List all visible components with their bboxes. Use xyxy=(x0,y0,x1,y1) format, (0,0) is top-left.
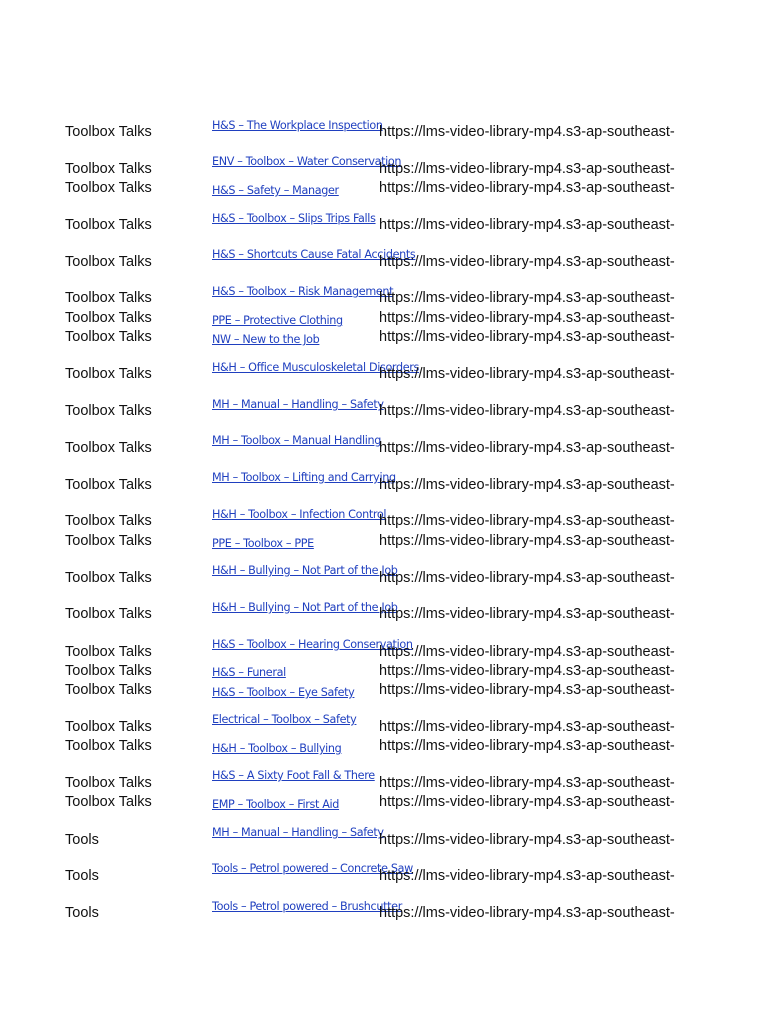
category-cell: Toolbox Talks xyxy=(65,440,152,456)
video-url-cell: https://lms-video-library-mp4.s3-ap-southeast- xyxy=(379,794,675,810)
category-cell: Toolbox Talks xyxy=(65,217,152,233)
video-url-cell: https://lms-video-library-mp4.s3-ap-southeast- xyxy=(379,905,675,921)
category-cell: Toolbox Talks xyxy=(65,161,152,177)
category-cell: Toolbox Talks xyxy=(65,644,152,660)
video-title-link[interactable]: H&S – Toolbox – Hearing Conservation xyxy=(212,638,413,651)
video-url-cell: https://lms-video-library-mp4.s3-ap-southeast- xyxy=(379,366,675,382)
video-title-link[interactable]: EMP – Toolbox – First Aid xyxy=(212,798,340,811)
video-url-cell: https://lms-video-library-mp4.s3-ap-southeast- xyxy=(379,738,675,754)
video-title-link[interactable]: H&H – Bullying – Not Part of the Job xyxy=(212,564,398,577)
category-cell: Toolbox Talks xyxy=(65,403,152,419)
video-title-link[interactable]: PPE – Toolbox – PPE xyxy=(212,537,314,550)
video-title-link[interactable]: MH – Manual – Handling – Safety xyxy=(212,398,384,411)
category-cell: Toolbox Talks xyxy=(65,606,152,622)
video-title-link[interactable]: H&H – Bullying – Not Part of the Job xyxy=(212,601,398,614)
video-url-cell: https://lms-video-library-mp4.s3-ap-southeast- xyxy=(379,513,675,529)
video-title-link[interactable]: H&S – Toolbox – Risk Management xyxy=(212,285,394,298)
video-title-link[interactable]: H&S – Safety – Manager xyxy=(212,184,339,197)
category-cell: Toolbox Talks xyxy=(65,570,152,586)
category-cell: Toolbox Talks xyxy=(65,180,152,196)
video-title-link[interactable]: MH – Manual – Handling – Safety xyxy=(212,826,384,839)
category-cell: Toolbox Talks xyxy=(65,738,152,754)
video-url-cell: https://lms-video-library-mp4.s3-ap-southeast- xyxy=(379,161,675,177)
category-cell: Toolbox Talks xyxy=(65,290,152,306)
video-title-link[interactable]: H&S – Toolbox – Eye Safety xyxy=(212,686,355,699)
video-title-link[interactable]: ENV – Toolbox – Water Conservation xyxy=(212,155,402,168)
category-cell: Toolbox Talks xyxy=(65,254,152,270)
video-title-link[interactable]: Tools – Petrol powered – Concrete Saw xyxy=(212,862,413,875)
video-title-link[interactable]: H&H – Toolbox – Bullying xyxy=(212,742,342,755)
category-cell: Toolbox Talks xyxy=(65,775,152,791)
video-title-link[interactable]: MH – Toolbox – Lifting and Carrying xyxy=(212,471,396,484)
category-cell: Tools xyxy=(65,868,99,884)
video-url-cell: https://lms-video-library-mp4.s3-ap-southeast- xyxy=(379,719,675,735)
video-url-cell: https://lms-video-library-mp4.s3-ap-southeast- xyxy=(379,290,675,306)
video-url-cell: https://lms-video-library-mp4.s3-ap-southeast- xyxy=(379,644,675,660)
video-title-link[interactable]: H&S – Toolbox – Slips Trips Falls xyxy=(212,212,376,225)
video-title-link[interactable]: NW – New to the Job xyxy=(212,333,320,346)
category-cell: Toolbox Talks xyxy=(65,513,152,529)
category-cell: Toolbox Talks xyxy=(65,124,152,140)
category-cell: Toolbox Talks xyxy=(65,719,152,735)
video-url-cell: https://lms-video-library-mp4.s3-ap-southeast- xyxy=(379,403,675,419)
category-cell: Toolbox Talks xyxy=(65,682,152,698)
video-url-cell: https://lms-video-library-mp4.s3-ap-southeast- xyxy=(379,217,675,233)
video-url-cell: https://lms-video-library-mp4.s3-ap-southeast- xyxy=(379,124,675,140)
video-url-cell: https://lms-video-library-mp4.s3-ap-southeast- xyxy=(379,682,675,698)
category-cell: Tools xyxy=(65,832,99,848)
video-title-link[interactable]: H&S – Shortcuts Cause Fatal Accidents xyxy=(212,248,416,261)
video-url-cell: https://lms-video-library-mp4.s3-ap-southeast- xyxy=(379,329,675,345)
video-url-cell: https://lms-video-library-mp4.s3-ap-southeast- xyxy=(379,180,675,196)
video-url-cell: https://lms-video-library-mp4.s3-ap-southeast- xyxy=(379,775,675,791)
video-title-link[interactable]: H&S – Funeral xyxy=(212,666,286,679)
video-title-link[interactable]: Tools – Petrol powered – Brushcutter xyxy=(212,900,402,913)
video-url-cell: https://lms-video-library-mp4.s3-ap-southeast- xyxy=(379,663,675,679)
video-url-cell: https://lms-video-library-mp4.s3-ap-southeast- xyxy=(379,254,675,270)
category-cell: Toolbox Talks xyxy=(65,366,152,382)
video-url-cell: https://lms-video-library-mp4.s3-ap-southeast- xyxy=(379,868,675,884)
category-cell: Toolbox Talks xyxy=(65,533,152,549)
video-title-link[interactable]: H&H – Office Musculoskeletal Disorders xyxy=(212,361,420,374)
video-title-link[interactable]: H&S – The Workplace Inspection xyxy=(212,119,383,132)
video-title-link[interactable]: MH – Toolbox – Manual Handling xyxy=(212,434,382,447)
video-url-cell: https://lms-video-library-mp4.s3-ap-southeast- xyxy=(379,477,675,493)
category-cell: Toolbox Talks xyxy=(65,310,152,326)
video-url-cell: https://lms-video-library-mp4.s3-ap-southeast- xyxy=(379,533,675,549)
video-url-cell: https://lms-video-library-mp4.s3-ap-southeast- xyxy=(379,310,675,326)
video-url-cell: https://lms-video-library-mp4.s3-ap-southeast- xyxy=(379,440,675,456)
video-url-cell: https://lms-video-library-mp4.s3-ap-southeast- xyxy=(379,832,675,848)
category-cell: Tools xyxy=(65,905,99,921)
video-title-link[interactable]: PPE – Protective Clothing xyxy=(212,314,343,327)
category-cell: Toolbox Talks xyxy=(65,794,152,810)
category-cell: Toolbox Talks xyxy=(65,663,152,679)
video-title-link[interactable]: Electrical – Toolbox – Safety xyxy=(212,713,357,726)
video-url-cell: https://lms-video-library-mp4.s3-ap-southeast- xyxy=(379,570,675,586)
video-url-cell: https://lms-video-library-mp4.s3-ap-southeast- xyxy=(379,606,675,622)
category-cell: Toolbox Talks xyxy=(65,329,152,345)
video-title-link[interactable]: H&S – A Sixty Foot Fall & There xyxy=(212,769,375,782)
video-title-link[interactable]: H&H – Toolbox – Infection Control xyxy=(212,508,387,521)
category-cell: Toolbox Talks xyxy=(65,477,152,493)
